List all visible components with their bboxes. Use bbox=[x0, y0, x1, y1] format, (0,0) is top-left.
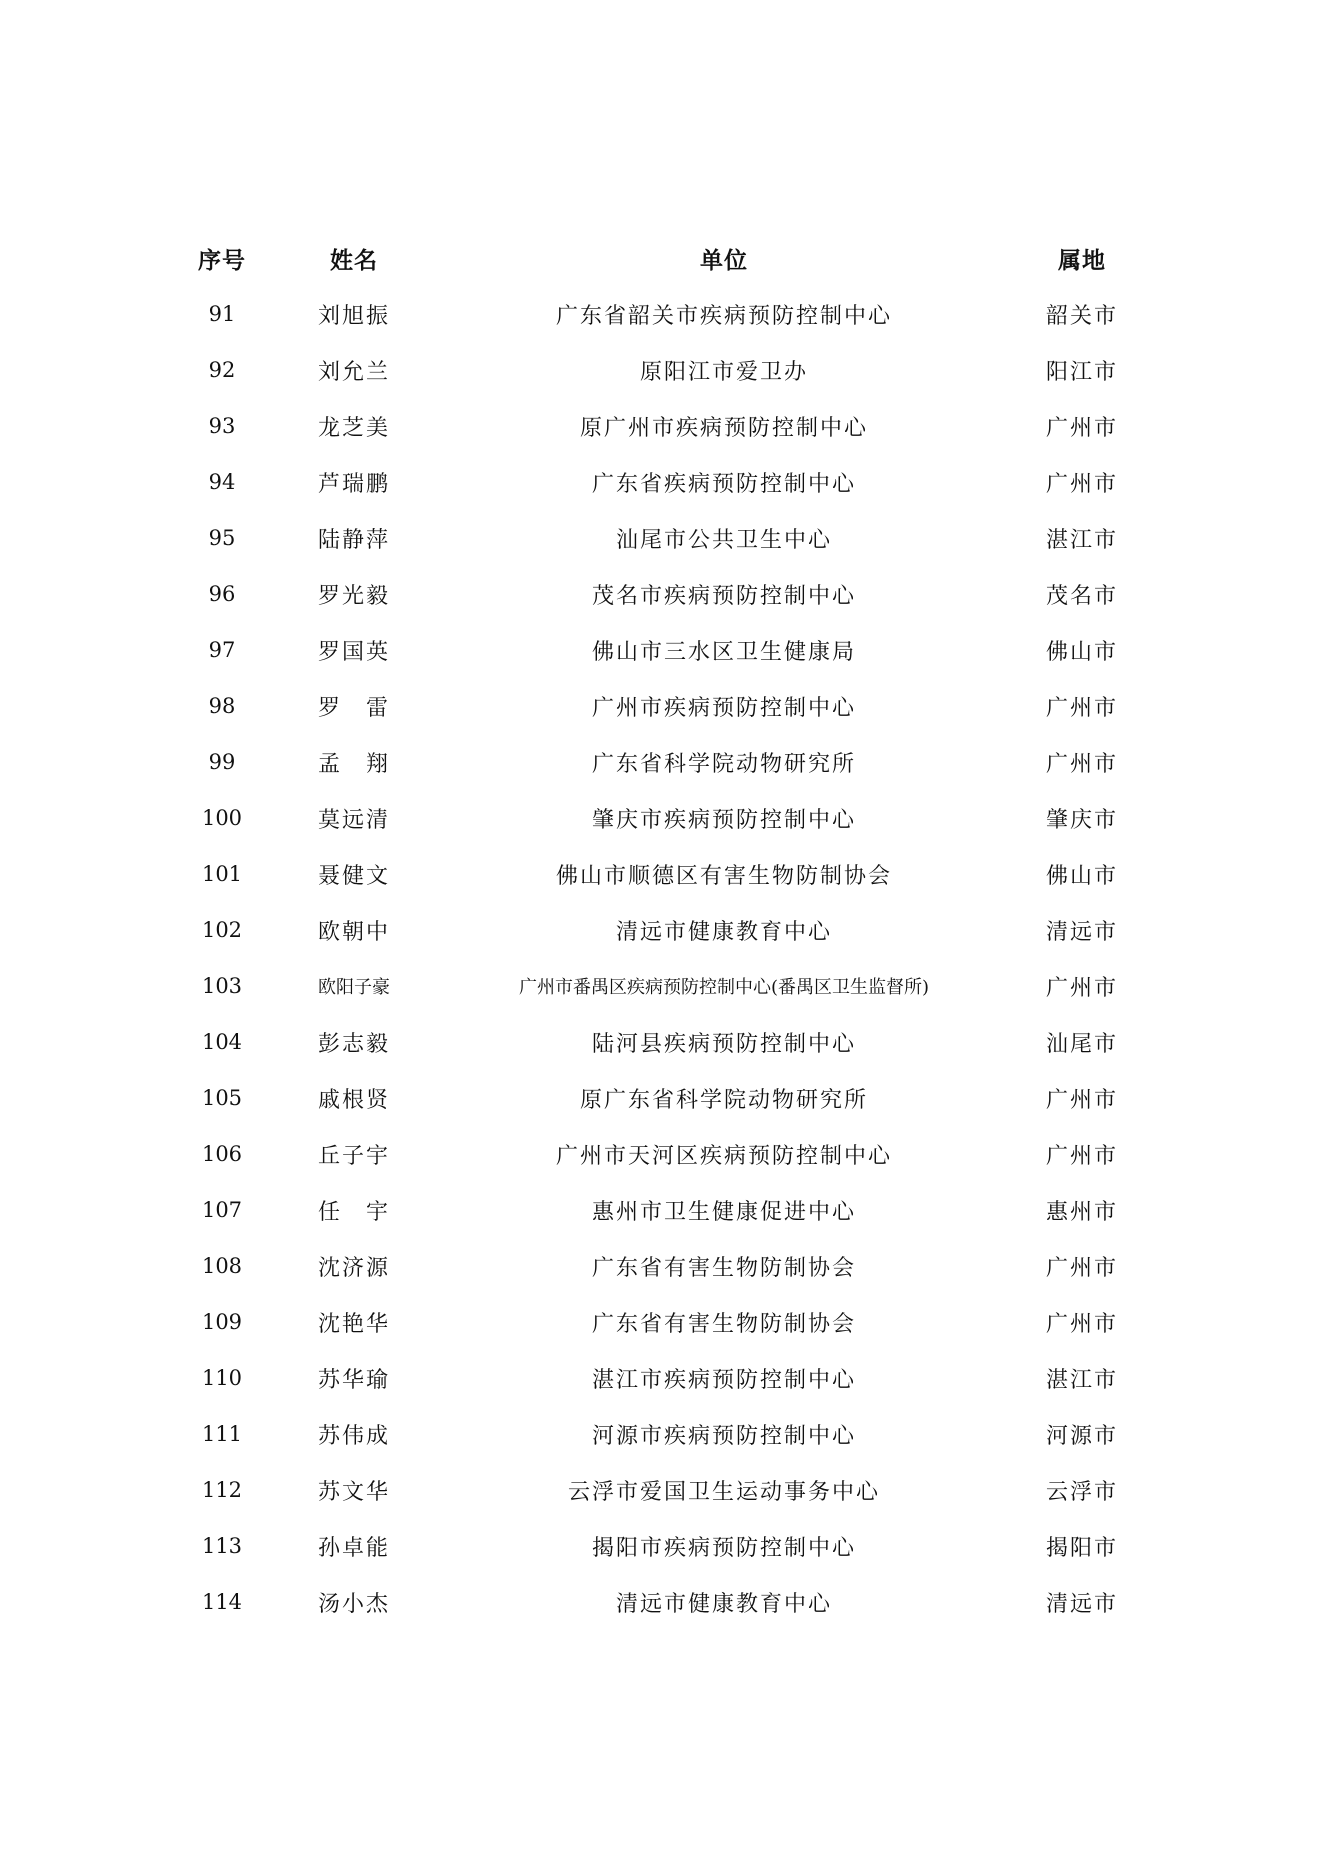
table-row bbox=[170, 1126, 1150, 1182]
header-index: 序号 bbox=[198, 247, 246, 274]
table-row bbox=[170, 902, 1150, 958]
cell-region: 广州市 bbox=[1045, 1255, 1118, 1281]
cell-unit: 清远市健康教育中心 bbox=[615, 919, 832, 945]
table-row bbox=[170, 454, 1150, 510]
table-header bbox=[170, 230, 1150, 286]
cell-name: 欧朝中 bbox=[317, 919, 390, 945]
table-row bbox=[170, 790, 1150, 846]
cell-index: 113 bbox=[201, 1534, 243, 1558]
cell-name: 聂健文 bbox=[317, 863, 390, 889]
cell-name: 孙卓能 bbox=[317, 1535, 390, 1561]
cell-unit: 原广州市疾病预防控制中心 bbox=[579, 415, 868, 441]
cell-unit: 佛山市顺德区有害生物防制协会 bbox=[555, 863, 892, 889]
cell-name: 欧阳子豪 bbox=[318, 977, 390, 998]
cell-index: 112 bbox=[201, 1478, 243, 1502]
table-row bbox=[170, 846, 1150, 902]
cell-unit: 惠州市卫生健康促进中心 bbox=[591, 1199, 856, 1225]
cell-index: 114 bbox=[201, 1590, 243, 1614]
table-row bbox=[170, 1350, 1150, 1406]
cell-region: 云浮市 bbox=[1045, 1479, 1118, 1505]
table-row bbox=[170, 286, 1150, 342]
table-row bbox=[170, 1182, 1150, 1238]
cell-region: 韶关市 bbox=[1045, 303, 1118, 329]
cell-name: 苏华瑜 bbox=[317, 1367, 390, 1393]
cell-index: 102 bbox=[201, 918, 243, 942]
cell-index: 101 bbox=[201, 862, 243, 886]
cell-name: 戚根贤 bbox=[317, 1087, 390, 1113]
cell-index: 98 bbox=[208, 694, 236, 718]
cell-name: 刘旭振 bbox=[317, 303, 390, 329]
cell-name: 沈艳华 bbox=[317, 1311, 390, 1337]
cell-name: 龙芝美 bbox=[317, 415, 390, 441]
cell-name: 罗国英 bbox=[317, 639, 390, 665]
cell-index: 106 bbox=[201, 1142, 243, 1166]
cell-index: 111 bbox=[201, 1422, 243, 1446]
cell-unit: 原广东省科学院动物研究所 bbox=[579, 1087, 868, 1113]
cell-region: 广州市 bbox=[1045, 1087, 1118, 1113]
cell-region: 佛山市 bbox=[1045, 639, 1118, 665]
cell-unit: 广东省有害生物防制协会 bbox=[591, 1255, 856, 1281]
cell-region: 汕尾市 bbox=[1045, 1031, 1118, 1057]
cell-region: 茂名市 bbox=[1045, 583, 1118, 609]
cell-region: 湛江市 bbox=[1045, 527, 1118, 553]
cell-region: 清远市 bbox=[1045, 919, 1118, 945]
cell-unit: 广东省有害生物防制协会 bbox=[591, 1311, 856, 1337]
table-row bbox=[170, 678, 1150, 734]
cell-unit: 河源市疾病预防控制中心 bbox=[591, 1423, 856, 1449]
cell-unit: 湛江市疾病预防控制中心 bbox=[591, 1367, 856, 1393]
cell-unit: 广东省科学院动物研究所 bbox=[591, 751, 856, 777]
cell-region: 广州市 bbox=[1045, 751, 1118, 777]
cell-region: 阳江市 bbox=[1045, 359, 1118, 385]
cell-unit: 广州市番禺区疾病预防控制中心(番禺区卫生监督所) bbox=[518, 977, 930, 998]
cell-index: 105 bbox=[201, 1086, 243, 1110]
cell-unit: 广州市疾病预防控制中心 bbox=[591, 695, 856, 721]
cell-index: 95 bbox=[208, 526, 236, 550]
cell-name: 丘子宇 bbox=[317, 1143, 390, 1169]
table-row bbox=[170, 510, 1150, 566]
cell-index: 108 bbox=[201, 1254, 243, 1278]
cell-region: 广州市 bbox=[1045, 1143, 1118, 1169]
cell-unit: 广东省疾病预防控制中心 bbox=[591, 471, 856, 497]
table-row bbox=[170, 958, 1150, 1014]
cell-index: 99 bbox=[208, 750, 236, 774]
cell-unit: 清远市健康教育中心 bbox=[615, 1591, 832, 1617]
table-row bbox=[170, 1574, 1150, 1630]
cell-index: 92 bbox=[208, 358, 236, 382]
cell-region: 佛山市 bbox=[1045, 863, 1118, 889]
cell-unit: 陆河县疾病预防控制中心 bbox=[591, 1031, 856, 1057]
cell-index: 96 bbox=[208, 582, 236, 606]
cell-name: 沈济源 bbox=[317, 1255, 390, 1281]
cell-name: 汤小杰 bbox=[317, 1591, 390, 1617]
table-row bbox=[170, 1070, 1150, 1126]
cell-region: 惠州市 bbox=[1045, 1199, 1118, 1225]
cell-index: 91 bbox=[208, 302, 236, 326]
cell-region: 广州市 bbox=[1045, 1311, 1118, 1337]
table-row bbox=[170, 1406, 1150, 1462]
header-region: 属地 bbox=[1058, 247, 1106, 274]
cell-region: 清远市 bbox=[1045, 1591, 1118, 1617]
cell-name: 苏伟成 bbox=[317, 1423, 390, 1449]
cell-index: 109 bbox=[201, 1310, 243, 1334]
table-row bbox=[170, 1518, 1150, 1574]
cell-index: 93 bbox=[208, 414, 236, 438]
cell-region: 湛江市 bbox=[1045, 1367, 1118, 1393]
cell-unit: 云浮市爱国卫生运动事务中心 bbox=[567, 1479, 880, 1505]
cell-name: 孟 翔 bbox=[317, 751, 390, 777]
cell-unit: 原阳江市爱卫办 bbox=[639, 359, 808, 385]
cell-index: 103 bbox=[201, 974, 243, 998]
header-row bbox=[170, 230, 1150, 286]
table-row bbox=[170, 734, 1150, 790]
table-row bbox=[170, 622, 1150, 678]
cell-index: 100 bbox=[201, 806, 243, 830]
cell-unit: 广州市天河区疾病预防控制中心 bbox=[555, 1143, 892, 1169]
cell-unit: 揭阳市疾病预防控制中心 bbox=[591, 1535, 856, 1561]
table-row bbox=[170, 398, 1150, 454]
table-row bbox=[170, 1238, 1150, 1294]
cell-name: 苏文华 bbox=[317, 1479, 390, 1505]
cell-region: 揭阳市 bbox=[1045, 1535, 1118, 1561]
table-row bbox=[170, 342, 1150, 398]
cell-name: 芦瑞鹏 bbox=[317, 471, 390, 497]
cell-name: 刘允兰 bbox=[317, 359, 390, 385]
personnel-table bbox=[170, 230, 1150, 1630]
table-row bbox=[170, 1462, 1150, 1518]
cell-index: 94 bbox=[208, 470, 236, 494]
cell-name: 任 宇 bbox=[317, 1199, 390, 1225]
cell-unit: 佛山市三水区卫生健康局 bbox=[591, 639, 856, 665]
cell-name: 陆静萍 bbox=[317, 527, 390, 553]
table-row bbox=[170, 1294, 1150, 1350]
cell-name: 莫远清 bbox=[317, 807, 390, 833]
header-unit: 单位 bbox=[700, 247, 748, 274]
cell-region: 肇庆市 bbox=[1045, 807, 1118, 833]
cell-unit: 茂名市疾病预防控制中心 bbox=[591, 583, 856, 609]
cell-region: 广州市 bbox=[1045, 415, 1118, 441]
cell-index: 110 bbox=[201, 1366, 243, 1390]
cell-name: 罗 雷 bbox=[317, 695, 390, 721]
cell-name: 彭志毅 bbox=[317, 1031, 390, 1057]
cell-unit: 肇庆市疾病预防控制中心 bbox=[591, 807, 856, 833]
table-body bbox=[170, 286, 1150, 1630]
cell-index: 97 bbox=[208, 638, 236, 662]
cell-index: 107 bbox=[201, 1198, 243, 1222]
header-name: 姓名 bbox=[330, 247, 378, 274]
cell-unit: 广东省韶关市疾病预防控制中心 bbox=[555, 303, 892, 329]
cell-region: 河源市 bbox=[1045, 1423, 1118, 1449]
cell-unit: 汕尾市公共卫生中心 bbox=[615, 527, 832, 553]
cell-index: 104 bbox=[201, 1030, 243, 1054]
table-row bbox=[170, 1014, 1150, 1070]
cell-region: 广州市 bbox=[1045, 471, 1118, 497]
table-row bbox=[170, 566, 1150, 622]
cell-name: 罗光毅 bbox=[317, 583, 390, 609]
cell-region: 广州市 bbox=[1045, 975, 1118, 1001]
cell-region: 广州市 bbox=[1045, 695, 1118, 721]
